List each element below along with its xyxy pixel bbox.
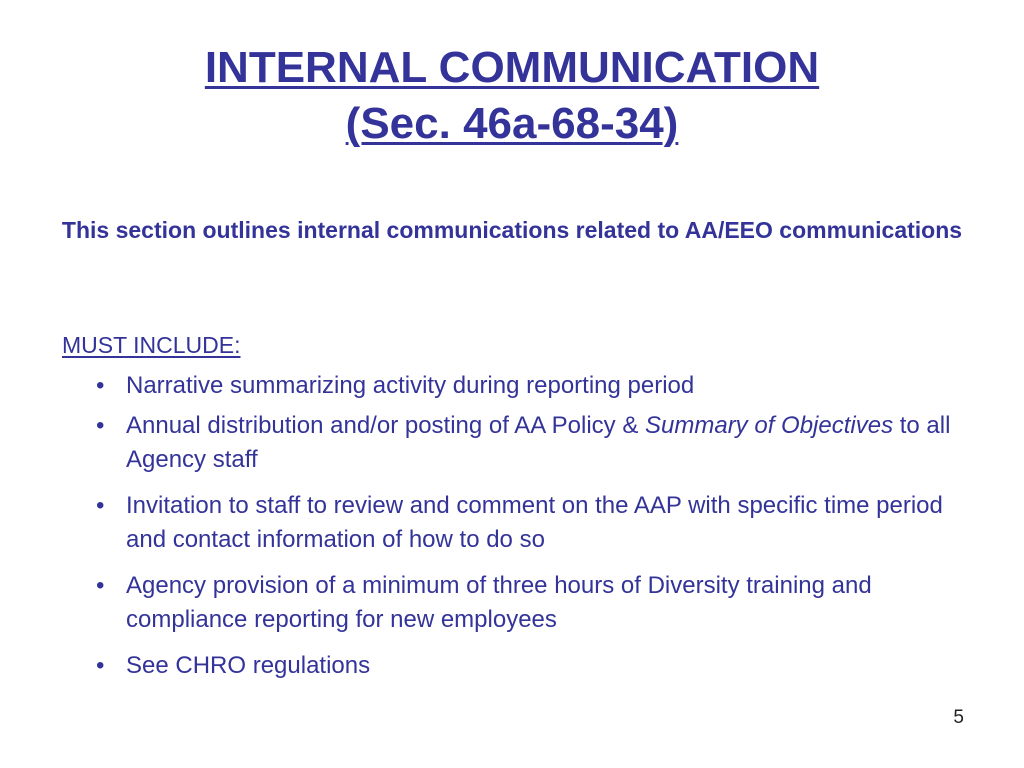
bullet-text-italic: Summary of Objectives: [645, 412, 894, 439]
bullet-item: [96, 649, 976, 683]
bullet-item: [96, 369, 976, 403]
bullet-marker: •: [96, 652, 105, 679]
bullet-text: See CHRO regulations: [126, 652, 371, 679]
bullet-item: [96, 569, 976, 637]
bullet-marker: •: [96, 372, 105, 399]
must-include-label: MUST INCLUDE:: [62, 332, 241, 358]
page-number: 5: [953, 707, 964, 728]
bullet-item: [96, 409, 976, 477]
bullet-marker: •: [96, 412, 105, 439]
bullet-list: [96, 369, 976, 690]
bullet-item: [96, 489, 976, 557]
bullet-text: Invitation to staff to review and comment on the AAP with specific time period and contact information of how to do so: [126, 492, 943, 553]
bullet-text: Narrative summarizing activity during reporting period: [126, 372, 695, 399]
slide-title: [0, 40, 1024, 152]
bullet-text: Agency provision of a minimum of three hours of Diversity training and compliance reporting for new employees: [126, 572, 872, 633]
title-line-2: (Sec. 46a-68-34): [345, 99, 679, 148]
bullet-text-post: to all Agency staff: [126, 412, 951, 473]
slide-subtitle: This section outlines internal communications related to AA/EEO communications: [61, 217, 963, 243]
bullet-text-pre: Annual distribution and/or posting of AA Policy &: [126, 412, 645, 439]
bullet-marker: •: [96, 492, 105, 519]
title-line-1: INTERNAL COMMUNICATION: [204, 43, 820, 92]
bullet-marker: •: [96, 572, 105, 599]
